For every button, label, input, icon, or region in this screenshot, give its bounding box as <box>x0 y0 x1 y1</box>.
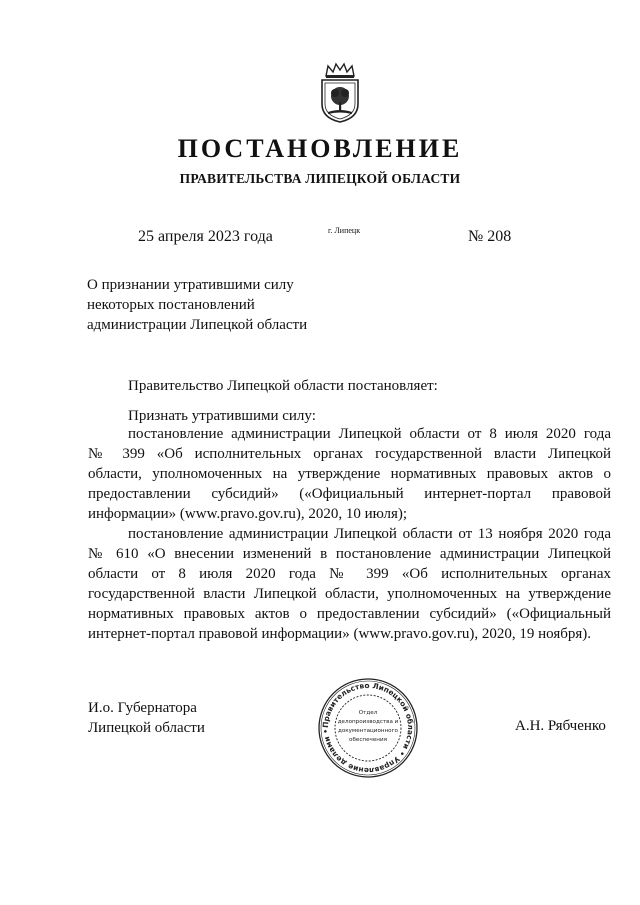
paragraph-line: информации» (www.pravo.gov.ru), 2020, 10 июля); <box>88 506 408 522</box>
stamp-line: делопроизводства и <box>337 719 399 725</box>
paragraph-line: постановление администрации Липецкой области от 8 июля 2020 года <box>128 426 611 442</box>
resolve-text: Признать утратившими силу: <box>128 408 316 424</box>
signer-name: А.Н. Рябченко <box>515 718 606 734</box>
paragraph-line: государственной власти Липецкой области, уполномоченных на утверждение <box>88 586 611 602</box>
lipetsk-coat-of-arms-icon <box>318 62 362 124</box>
signer-position-line: И.о. Губернатора <box>88 700 197 716</box>
signer-position <box>88 698 205 738</box>
round-seal-stamp-icon <box>316 676 420 780</box>
paragraph-line: области от 8 июля 2020 года № 399 «Об исполнительных органах <box>88 566 611 582</box>
document-place: г. Липецк <box>328 226 361 235</box>
paragraph-line: постановление администрации Липецкой области от 13 ноября 2020 года <box>128 526 611 542</box>
paragraph-line: предоставлении субсидий» («Официальный интернет-портал правовой <box>88 486 611 502</box>
repealed-item-1 <box>88 424 611 524</box>
stamp-line: обеспечения <box>349 737 387 743</box>
subject-line: О признании утратившими силу <box>87 277 294 293</box>
stamp-ring-text: Правительство Липецкой области • Управление делами • <box>320 680 416 776</box>
signer-position-line: Липецкой области <box>88 720 205 736</box>
document-date: 25 апреля 2023 года <box>138 228 273 245</box>
document-number: № 208 <box>468 228 512 245</box>
subject-line: администрации Липецкой области <box>87 317 308 333</box>
preamble-text: Правительство Липецкой области постановляет: <box>128 378 438 394</box>
document-title: ПОСТАНОВЛЕНИЕ <box>177 134 463 163</box>
paragraph-line: области, уполномоченных на утверждение нормативных правовых актов о <box>88 466 611 482</box>
document-subtitle: ПРАВИТЕЛЬСТВА ЛИПЕЦКОЙ ОБЛАСТИ <box>179 171 461 186</box>
stamp-line: Отдел <box>358 710 378 716</box>
paragraph-line: № 399 «Об исполнительных органах государственной власти Липецкой <box>88 446 611 462</box>
subject-line: некоторых постановлений <box>87 297 255 313</box>
paragraph-line: нормативных правовых актов о предоставлении субсидий» («Официальный <box>88 606 611 622</box>
document-subject <box>87 275 307 335</box>
repealed-item-2 <box>88 524 611 644</box>
paragraph-line: № 610 «О внесении изменений в постановление администрации Липецкой <box>88 546 611 562</box>
paragraph-line: интернет-портал правовой информации» (www.pravo.gov.ru), 2020, 19 ноября). <box>88 626 592 642</box>
stamp-line: документационного <box>338 728 398 734</box>
